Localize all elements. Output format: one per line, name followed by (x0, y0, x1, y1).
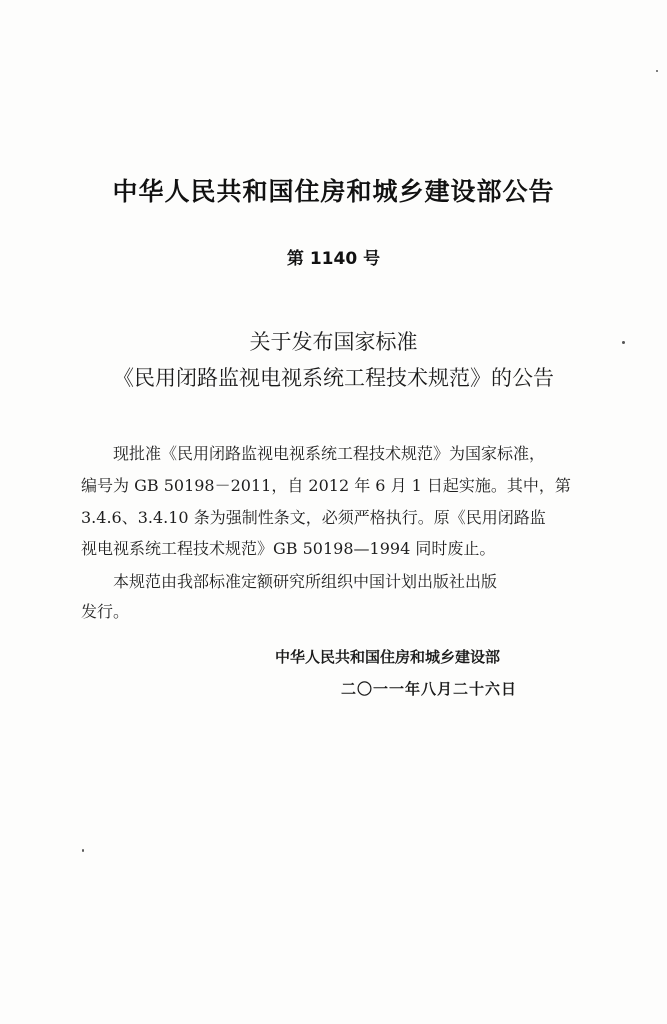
signature-date: 二〇一一年八月二十六日 (341, 680, 518, 698)
body-paragraph-2-line-2: 发行。 (81, 602, 130, 621)
body-paragraph-1-line-1: 现批准《民用闭路监视电视系统工程技术规范》为国家标准， (113, 444, 546, 463)
scan-speck (622, 341, 625, 344)
scan-speck (82, 849, 84, 852)
subject-line-1: 关于发布国家标准 (249, 330, 418, 354)
body-paragraph-1-line-4: 视电视系统工程技术规范》GB 50198—1994 同时废止。 (81, 539, 496, 558)
body-paragraph-1-line-3: 3.4.6、3.4.10 条为强制性条文，必须严格执行。原《民用闭路监 (81, 508, 546, 527)
subject-line-2: 《民用闭路监视电视系统工程技术规范》的公告 (113, 366, 554, 390)
body-paragraph-1-line-2: 编号为 GB 50198－2011，自 2012 年 6 月 1 日起实施。其中，第 (81, 476, 571, 495)
scan-speck (656, 70, 658, 72)
announcement-title: 中华人民共和国住房和城乡建设部公告 (112, 177, 555, 206)
announcement-number: 第 1140 号 (286, 249, 381, 269)
body-paragraph-2-line-1: 本规范由我部标准定额研究所组织中国计划出版社出版 (113, 572, 498, 591)
signature-organization: 中华人民共和国住房和城乡建设部 (275, 648, 501, 666)
